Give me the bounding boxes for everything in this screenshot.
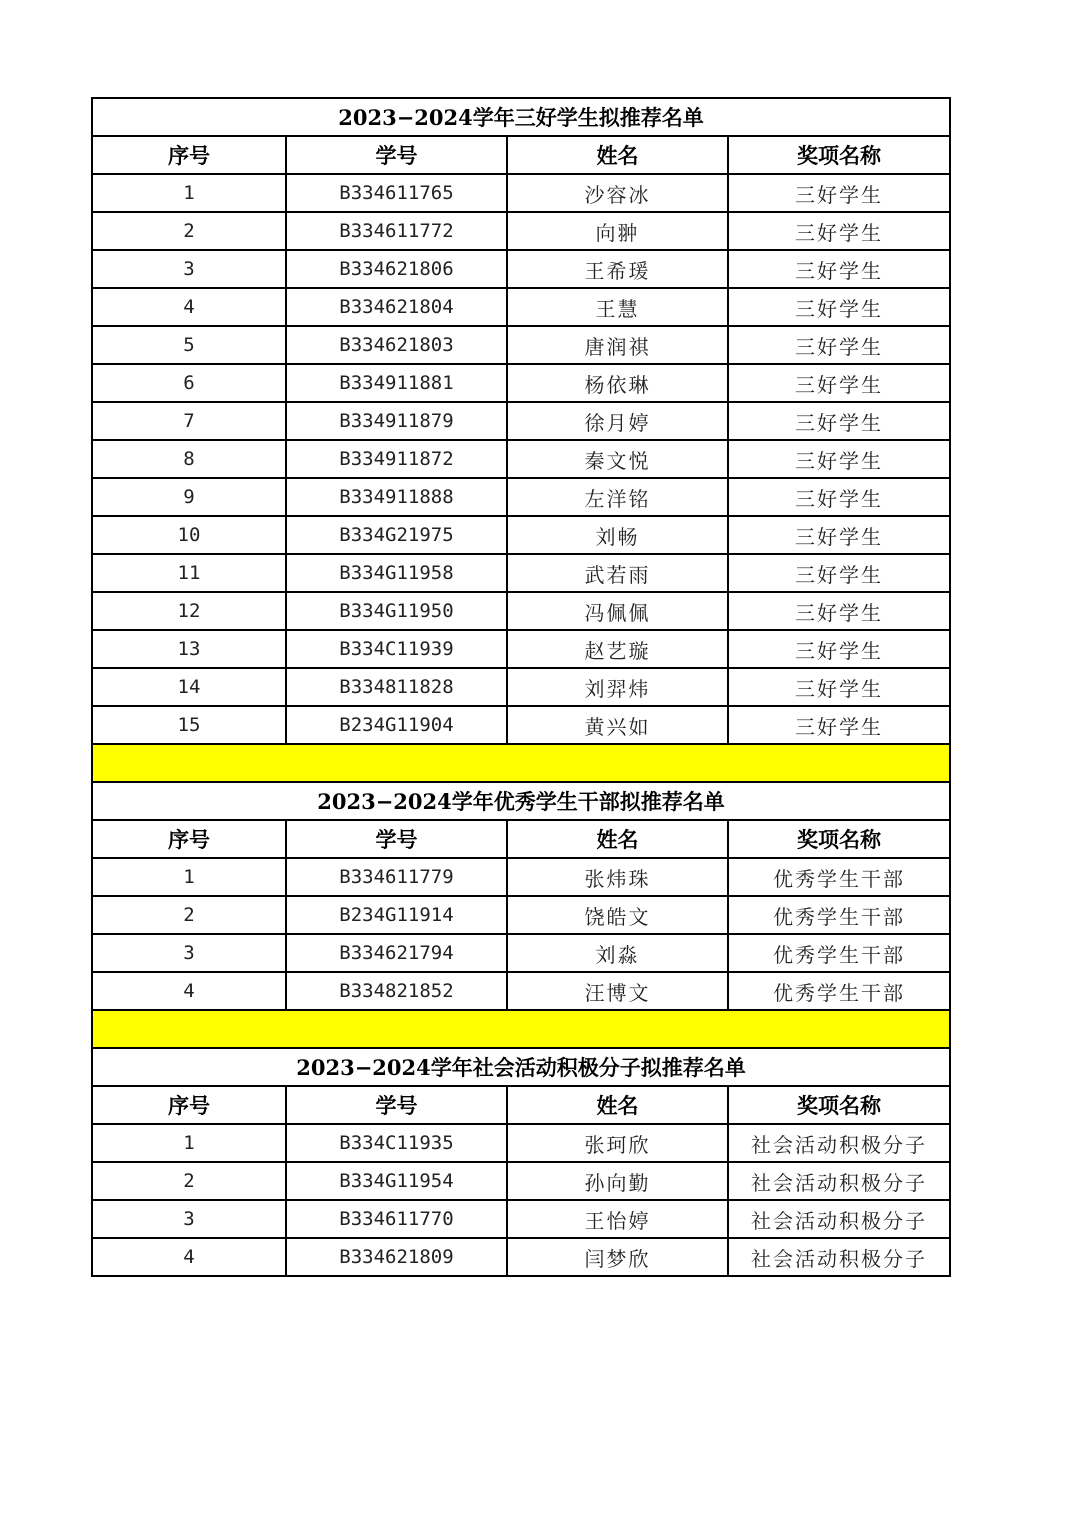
student-id-cell: B334821852 <box>286 972 507 1010</box>
index-cell: 1 <box>92 174 286 212</box>
index-cell: 4 <box>92 288 286 326</box>
column-header-row <box>92 820 950 858</box>
award-cell: 社会活动积极分子 <box>728 1200 950 1238</box>
table-row <box>92 934 950 972</box>
table-row <box>92 440 950 478</box>
index-cell: 5 <box>92 326 286 364</box>
index-cell: 3 <box>92 1200 286 1238</box>
header-name: 姓名 <box>507 1086 728 1124</box>
award-cell: 优秀学生干部 <box>728 896 950 934</box>
table-row <box>92 478 950 516</box>
index-cell: 9 <box>92 478 286 516</box>
index-cell: 3 <box>92 934 286 972</box>
award-cell: 三好学生 <box>728 706 950 744</box>
award-cell: 社会活动积极分子 <box>728 1124 950 1162</box>
name-cell: 沙容冰 <box>507 174 728 212</box>
table-row <box>92 1200 950 1238</box>
index-cell: 14 <box>92 668 286 706</box>
award-cell: 三好学生 <box>728 174 950 212</box>
student-id-cell: B334621794 <box>286 934 507 972</box>
table-row <box>92 706 950 744</box>
index-cell: 15 <box>92 706 286 744</box>
section-title-row <box>92 1048 950 1086</box>
award-cell: 优秀学生干部 <box>728 858 950 896</box>
table-body <box>92 98 950 1276</box>
section-title-row <box>92 782 950 820</box>
award-cell: 三好学生 <box>728 592 950 630</box>
index-cell: 4 <box>92 972 286 1010</box>
header-student-id: 学号 <box>286 1086 507 1124</box>
name-cell: 徐月婷 <box>507 402 728 440</box>
student-id-cell: B334621804 <box>286 288 507 326</box>
student-id-cell: B334G11958 <box>286 554 507 592</box>
table-row <box>92 1124 950 1162</box>
section-separator <box>92 744 950 782</box>
table-row <box>92 402 950 440</box>
index-cell: 7 <box>92 402 286 440</box>
student-id-cell: B234G11904 <box>286 706 507 744</box>
name-cell: 刘淼 <box>507 934 728 972</box>
name-cell: 张珂欣 <box>507 1124 728 1162</box>
student-id-cell: B334G21975 <box>286 516 507 554</box>
student-id-cell: B334C11935 <box>286 1124 507 1162</box>
table-row <box>92 630 950 668</box>
header-award: 奖项名称 <box>728 1086 950 1124</box>
award-cell: 三好学生 <box>728 516 950 554</box>
student-id-cell: B334911872 <box>286 440 507 478</box>
table-row <box>92 364 950 402</box>
name-cell: 武若雨 <box>507 554 728 592</box>
student-id-cell: B334611765 <box>286 174 507 212</box>
name-cell: 汪博文 <box>507 972 728 1010</box>
header-award: 奖项名称 <box>728 136 950 174</box>
name-cell: 闫梦欣 <box>507 1238 728 1276</box>
student-id-cell: B334611770 <box>286 1200 507 1238</box>
index-cell: 1 <box>92 1124 286 1162</box>
award-cell: 优秀学生干部 <box>728 934 950 972</box>
table-row <box>92 554 950 592</box>
student-id-cell: B334911881 <box>286 364 507 402</box>
index-cell: 2 <box>92 1162 286 1200</box>
column-header-row <box>92 136 950 174</box>
index-cell: 12 <box>92 592 286 630</box>
section-title: 2023−2024学年三好学生拟推荐名单 <box>92 98 950 136</box>
table-row <box>92 250 950 288</box>
index-cell: 13 <box>92 630 286 668</box>
header-name: 姓名 <box>507 820 728 858</box>
student-id-cell: B334911888 <box>286 478 507 516</box>
table-row <box>92 858 950 896</box>
name-cell: 左洋铭 <box>507 478 728 516</box>
name-cell: 向翀 <box>507 212 728 250</box>
index-cell: 2 <box>92 896 286 934</box>
name-cell: 冯佩佩 <box>507 592 728 630</box>
name-cell: 王慧 <box>507 288 728 326</box>
table-row <box>92 592 950 630</box>
table-row <box>92 326 950 364</box>
student-id-cell: B234G11914 <box>286 896 507 934</box>
header-award: 奖项名称 <box>728 820 950 858</box>
section-title: 2023−2024学年社会活动积极分子拟推荐名单 <box>92 1048 950 1086</box>
table-row <box>92 972 950 1010</box>
table-row <box>92 288 950 326</box>
index-cell: 10 <box>92 516 286 554</box>
award-cell: 社会活动积极分子 <box>728 1162 950 1200</box>
award-cell: 三好学生 <box>728 668 950 706</box>
name-cell: 王怡婷 <box>507 1200 728 1238</box>
header-name: 姓名 <box>507 136 728 174</box>
column-header-row <box>92 1086 950 1124</box>
name-cell: 赵艺璇 <box>507 630 728 668</box>
yellow-separator-bar <box>92 1010 950 1048</box>
award-cell: 三好学生 <box>728 630 950 668</box>
index-cell: 2 <box>92 212 286 250</box>
student-id-cell: B334621803 <box>286 326 507 364</box>
table-row <box>92 174 950 212</box>
name-cell: 王希瑗 <box>507 250 728 288</box>
yellow-separator-bar <box>92 744 950 782</box>
name-cell: 张炜珠 <box>507 858 728 896</box>
name-cell: 秦文悦 <box>507 440 728 478</box>
award-cell: 三好学生 <box>728 288 950 326</box>
name-cell: 刘畅 <box>507 516 728 554</box>
name-cell: 孙向勤 <box>507 1162 728 1200</box>
table-row <box>92 212 950 250</box>
student-id-cell: B334G11954 <box>286 1162 507 1200</box>
student-id-cell: B334611772 <box>286 212 507 250</box>
student-id-cell: B334C11939 <box>286 630 507 668</box>
student-id-cell: B334611779 <box>286 858 507 896</box>
index-cell: 11 <box>92 554 286 592</box>
award-cell: 三好学生 <box>728 212 950 250</box>
section-separator <box>92 1010 950 1048</box>
index-cell: 6 <box>92 364 286 402</box>
index-cell: 4 <box>92 1238 286 1276</box>
index-cell: 8 <box>92 440 286 478</box>
section-title-row <box>92 98 950 136</box>
name-cell: 黄兴如 <box>507 706 728 744</box>
index-cell: 1 <box>92 858 286 896</box>
award-cell: 三好学生 <box>728 554 950 592</box>
header-student-id: 学号 <box>286 136 507 174</box>
name-cell: 刘羿炜 <box>507 668 728 706</box>
section-title: 2023−2024学年优秀学生干部拟推荐名单 <box>92 782 950 820</box>
recommendation-table <box>91 97 951 1277</box>
award-cell: 三好学生 <box>728 364 950 402</box>
student-id-cell: B334911879 <box>286 402 507 440</box>
header-student-id: 学号 <box>286 820 507 858</box>
index-cell: 3 <box>92 250 286 288</box>
award-cell: 社会活动积极分子 <box>728 1238 950 1276</box>
header-index: 序号 <box>92 820 286 858</box>
student-id-cell: B334621809 <box>286 1238 507 1276</box>
student-id-cell: B334621806 <box>286 250 507 288</box>
award-cell: 三好学生 <box>728 326 950 364</box>
header-index: 序号 <box>92 1086 286 1124</box>
header-index: 序号 <box>92 136 286 174</box>
award-cell: 三好学生 <box>728 478 950 516</box>
award-cell: 三好学生 <box>728 250 950 288</box>
award-cell: 优秀学生干部 <box>728 972 950 1010</box>
table-row <box>92 668 950 706</box>
table-row <box>92 516 950 554</box>
award-cell: 三好学生 <box>728 440 950 478</box>
name-cell: 唐润祺 <box>507 326 728 364</box>
name-cell: 杨依琳 <box>507 364 728 402</box>
name-cell: 饶皓文 <box>507 896 728 934</box>
student-id-cell: B334G11950 <box>286 592 507 630</box>
table-row <box>92 896 950 934</box>
table-row <box>92 1162 950 1200</box>
award-cell: 三好学生 <box>728 402 950 440</box>
student-id-cell: B334811828 <box>286 668 507 706</box>
table-row <box>92 1238 950 1276</box>
